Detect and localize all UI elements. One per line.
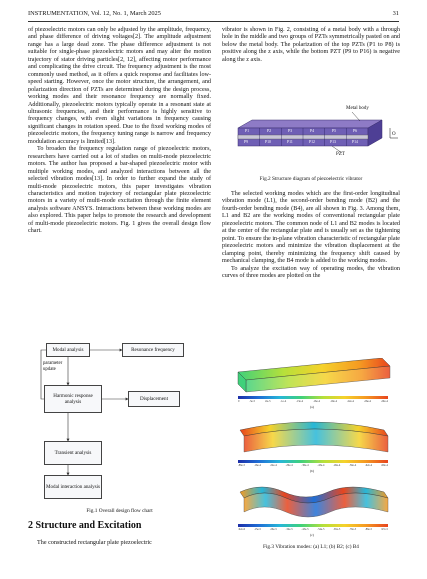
pzt-p1: P1 bbox=[245, 129, 250, 133]
section-paragraph bbox=[28, 540, 211, 547]
pzt-p12: P12 bbox=[309, 140, 315, 144]
journal-name: INSTRUMENTATION, Vol. 12, No. 1, March 2025 bbox=[28, 10, 161, 17]
figure-3-caption: Fig.3 Vibration modes: (a) L1; (b) B2; (c) B4 bbox=[263, 544, 359, 550]
section-heading: 2 Structure and Excitation bbox=[28, 520, 142, 531]
pzt-p3: P3 bbox=[288, 129, 293, 133]
box-modal-interaction: Modal interaction analysis bbox=[44, 475, 102, 499]
box-transient-analysis: Transient analysis bbox=[44, 441, 102, 465]
pzt-p11: P11 bbox=[287, 140, 293, 144]
left-paragraph-1: of piezoelectric motors can only be adjusted by the amplitude, frequency, and phase difference of driving voltages[2]. The amplitude adjustment range has a large dead zone. The phase difference adjustment is not suitable for single-phase piezoelectric motors and may alter the motion trajectory of stator driving particles[2, 12], affecting motor performance and complicating the drive circuit. The frequency adjustment is the most commonly used method, as it offers a quick response and facilitates low-speed starting. However, once the motor structure, the arrangement, and polarization direction of PZTs are determined during the design process, working modes and their resonance frequency are normally fixed. Additionally, piezoelectric motors typically operate in a resonant state at ultrasonic frequencies, and their performance is highly sensitive to frequency changes, with even slight variations in frequency causing significant changes in rotation speed. Due to the fixed working modes of piezoelectric motors, the frequency tuning range is narrow and frequency modulation accuracy is limited[13]. bbox=[28, 27, 211, 145]
right-column-top bbox=[222, 27, 400, 64]
section-paragraph-text: The constructed rectangular plate piezoelectric bbox=[37, 540, 152, 546]
metal-body-label: Metal body bbox=[346, 106, 369, 111]
pzt-p9: P9 bbox=[244, 140, 249, 144]
box-modal-analysis: Modal analysis bbox=[46, 343, 90, 357]
box-displacement: Displacement bbox=[128, 391, 180, 407]
scale-labels-c: .92e-6 .15e-5 .26e-5 .34e-5 .43e-5 .54e-5 .65e-5 .76e-5 .86e-5 .97e-5 bbox=[238, 528, 388, 531]
origin-label: O bbox=[392, 132, 396, 137]
label-b: (b) bbox=[310, 469, 315, 473]
box-resonance-frequency: Resonance frequency bbox=[122, 343, 184, 357]
label-parameter-update: parameter update bbox=[43, 361, 63, 372]
scale-labels-a: 0 .3e-5 .6e-5 .1e-4 .13e-4 .16e-4 .19e-4 .22e-4 .26e-4 .29e-4 bbox=[238, 400, 388, 403]
right-paragraph-2: The selected working modes which are the first-order longitudinal vibration mode (L1), the second-order bending mode (B2) and the fourth-order bending mode (B4), are all shown in Fig. 3. Among them, L1 and B2 are the working modes of conventional rectangular plate piezoelectric motors. The common node of L1 and B2 modes is located at the center of the rectangular plate and is usually set as the tightening point. To ensure the in-plane vibration characteristic of rectangular plate piezoelectric motors and minimize the vibration displacement at the clamping point, thereby minimizing the frequency shift caused by mechanical clamping, the B4 mode is added to the working modes. bbox=[222, 191, 400, 265]
pzt-p10: P10 bbox=[265, 140, 271, 144]
right-paragraph-1: vibrator is shown in Fig. 2, consisting of a metal body with a through hole in the middle and two groups of PZTs symmetrically pasted on and below the metal body. The polarization of the top PZTs (P1 to P8) is positive along the z axis, while the bottom PZT (P9 to P16) is negative along the z axis. bbox=[222, 27, 400, 63]
scale-labels-b: .86e-5 .16e-4 .22e-4 .29e-4 .36e-4 .43e-4 .49e-4 .56e-4 .62e-4 .69e-4 bbox=[238, 464, 388, 467]
vibrator-structure-drawing bbox=[232, 98, 402, 168]
pzt-p2: P2 bbox=[267, 129, 272, 133]
figure-1-flowchart bbox=[40, 337, 200, 507]
pzt-p14: P14 bbox=[352, 140, 358, 144]
figure-2-structure bbox=[232, 98, 402, 168]
label-c: (c) bbox=[310, 533, 314, 537]
right-column-mid bbox=[222, 191, 400, 280]
label-a: (a) bbox=[310, 405, 314, 409]
figure-3-modes bbox=[232, 358, 402, 538]
left-column bbox=[28, 27, 211, 236]
running-header bbox=[28, 9, 399, 22]
pzt-p5: P5 bbox=[332, 129, 337, 133]
pzt-p4: P4 bbox=[310, 129, 315, 133]
vibration-mode-plots bbox=[232, 358, 402, 538]
right-paragraph-3: To analyze the excitation way of operating modes, the vibration curves of three modes are plotted on the bbox=[222, 265, 400, 279]
left-paragraph-2: To broaden the frequency regulation range of piezoelectric motors, researchers have carried out a lot of studies on multi-mode piezoelectric motors. The author has proposed a bar-shaped piezoelectric motor with multiple working modes, and analyzed interactions between all the selected vibration modes[13]. In order to further expand the study of multi-mode piezoelectric motors, this paper investigates vibration characteristics and motion trajectory of rectangular plate piezoelectric motors in a variety of multi-mode excitation through the finite element analysis software ANSYS. Interactions between these working modes are also explored. This paper helps to promote the research and development of multi-mode piezoelectric motors. Fig. 1 gives the overall design flow chart. bbox=[28, 146, 211, 235]
figure-1-caption: Fig.1 Overall design flow chart bbox=[86, 508, 153, 514]
figure-2-caption: Fig.2 Structure diagram of piezoelectric vibrator bbox=[259, 176, 363, 182]
pzt-p6: P6 bbox=[353, 129, 358, 133]
box-harmonic-response: Harmonic response analysis bbox=[44, 385, 102, 413]
pzt-p13: P13 bbox=[330, 140, 336, 144]
page-number: 31 bbox=[392, 10, 399, 17]
pzt-label: PZT bbox=[336, 152, 345, 157]
